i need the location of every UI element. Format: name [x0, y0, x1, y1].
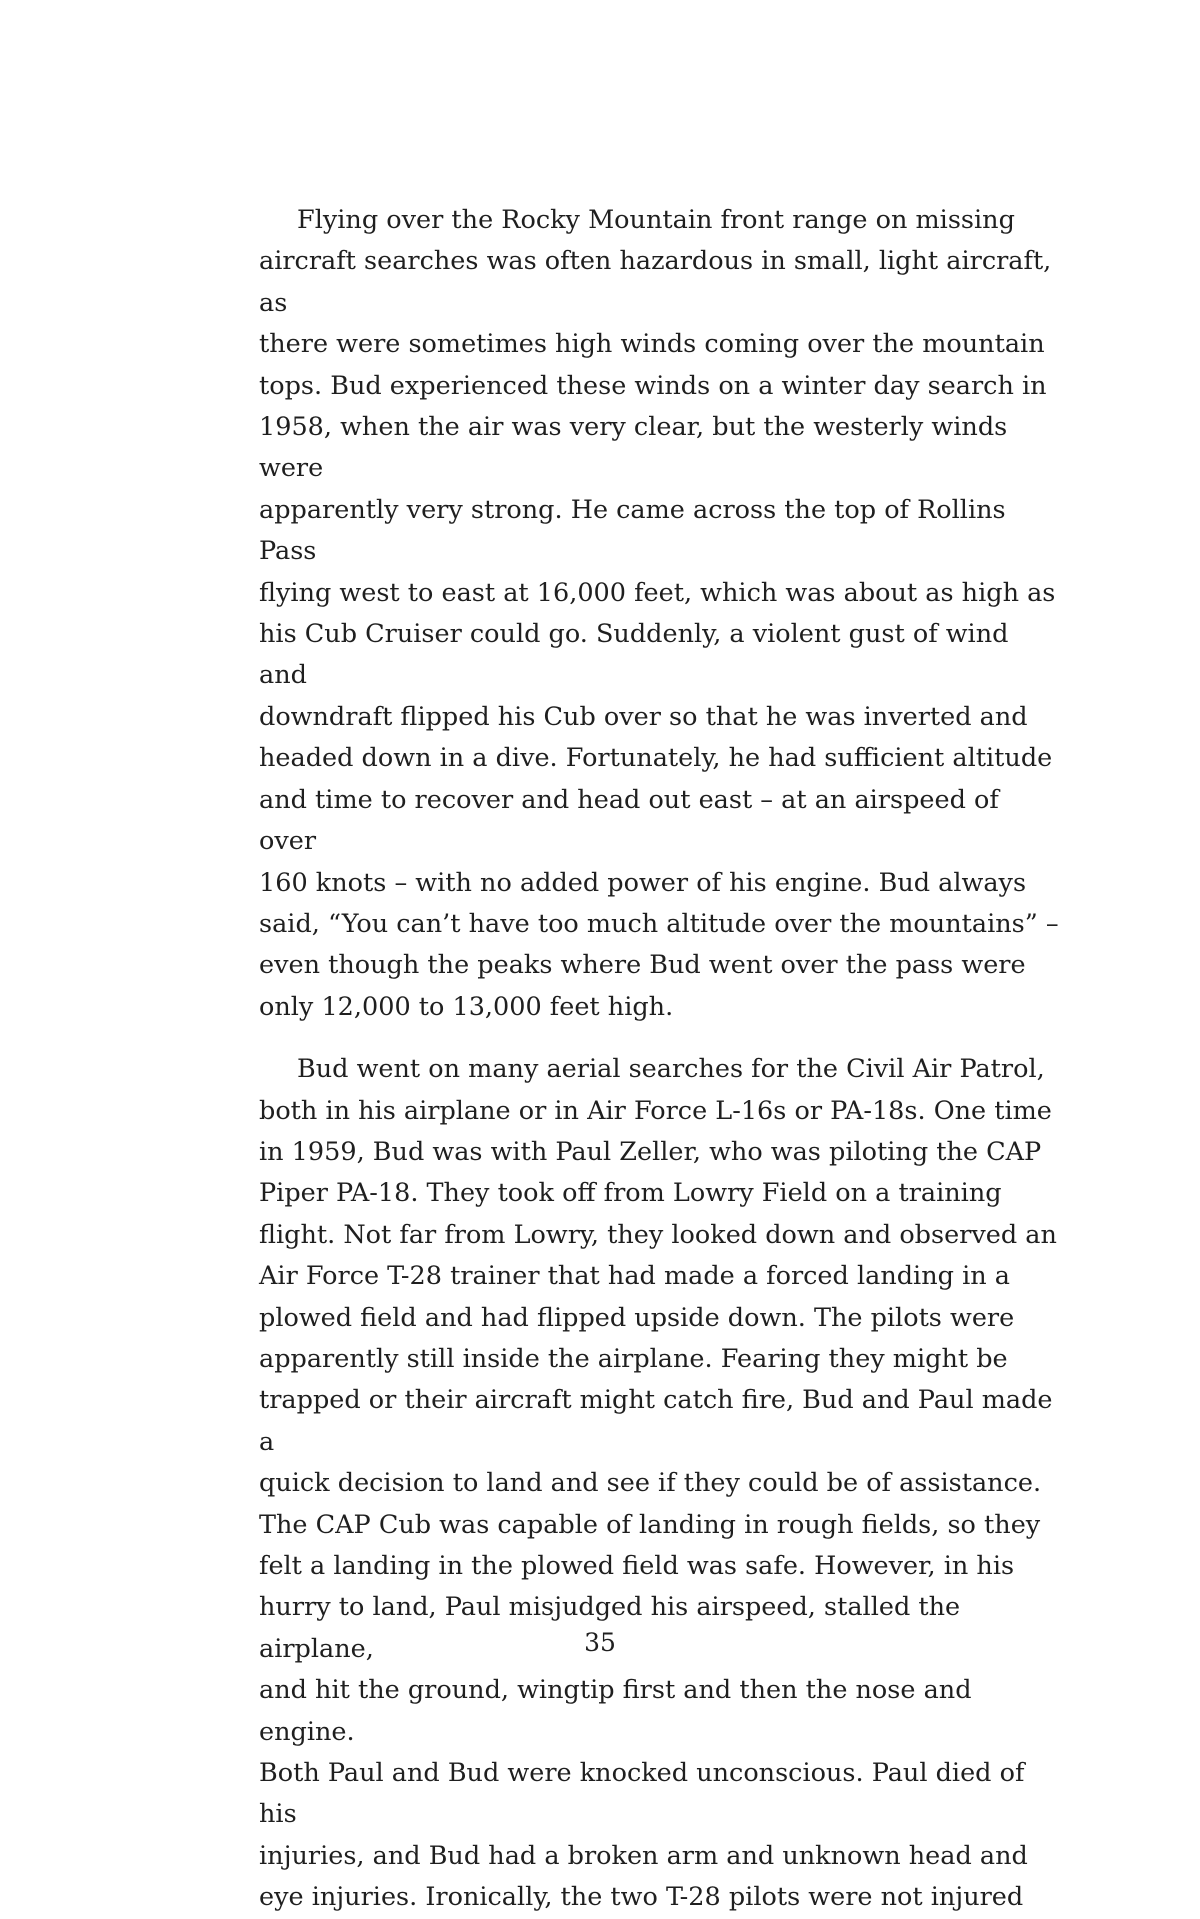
paragraph-2: Bud went on many aerial searches for the Civil Air Patrol, both in his airplane or in Air Force L-16s or PA-18s. One time in 1959, Bud was with Paul Zeller, who was piloting the CAP Piper PA-18. They took off from Lowry Field on a training flight. Not far from Lowry, they looked down and observed an Air Force T-28 trainer that had made a forced landing in a plowed field and had flipped upside down. The pilots were apparently still inside the airplane. Fearing they might be trapped or their aircraft might catch fire, Bud and Paul made a quick decision to land and see if they could be of assistance. The CAP Cub was capable of landing in rough fields, so they felt a landing in the plowed field was safe. However, in his hurry to land, Paul misjudged his airspeed, stalled the airplane, and hit the ground, wingtip first and then the nose and engine. Both Paul and Bud were knocked unconscious. Paul died of his injuries, and Bud had a broken arm and unknown head and eye injuries. Ironically, the two T-28 pilots were not injured: [259, 1054, 1057, 1913]
page-number: 35: [584, 1628, 616, 1657]
body-text: [259, 200, 1059, 1919]
paragraph-1: Flying over the Rocky Mountain front range on missing aircraft searches was often hazardous in small, light aircraft, as there were sometimes high winds coming over the mountain tops. Bud experienced these winds on a winter day search in 1958, when the air was very clear, but the westerly winds were apparently very strong. He came across the top of Rollins Pass flying west to east at 16,000 feet, which was about as high as his Cub Cruiser could go. Suddenly, a violent gust of wind and downdraft flipped his Cub over so that he was inverted and headed down in a dive. Fortunately, he had sufficient altitude and time to recover and head out east – at an airspeed of over 160 knots – with no added power of his engine. Bud always said, “You can’t have too much altitude over the mountains” – even though the peaks where Bud went over the pass were only 12,000 to 13,000 feet high.: [259, 205, 1059, 1022]
